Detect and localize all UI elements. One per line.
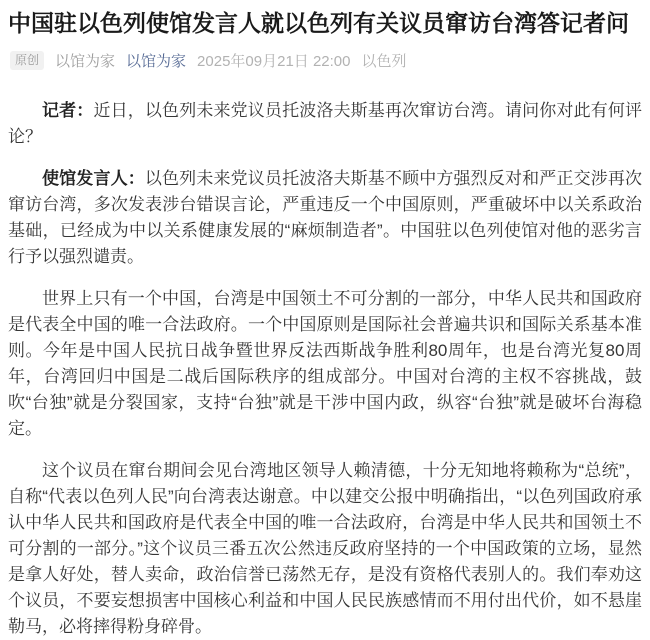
paragraph-text: 以色列未来党议员托波洛夫斯基不顾中方强烈反对和严正交涉再次窜访台湾，多次发表涉台错误言论，严重违反一个中国原则，严重破坏中以关系政治基础，已经成为中以关系健康发展的“麻烦制造者”。中国驻以色列使馆对他的恶劣言行予以强烈谴责。 bbox=[8, 169, 643, 266]
author-name: 以馆为家 bbox=[55, 53, 116, 70]
original-badge: 原创 bbox=[10, 51, 44, 70]
paragraph-condemnation bbox=[8, 458, 642, 640]
article-body bbox=[8, 98, 642, 640]
publish-datetime: 2025年09月21日 22:00 bbox=[197, 53, 351, 70]
paragraph-reporter-question bbox=[8, 98, 642, 150]
article-meta-bar bbox=[10, 50, 642, 71]
paragraph-text: 近日，以色列未来党议员托波洛夫斯基再次窜访台湾。请问你对此有何评论？ bbox=[8, 101, 643, 146]
publish-location: 以色列 bbox=[361, 53, 407, 70]
paragraph-one-china-principle bbox=[8, 286, 642, 442]
paragraph-text: 这个议员在窜台期间会见台湾地区领导人赖清德，十分无知地将赖称为“总统”，自称“代表以色列人民”向台湾表达谢意。中以建交公报中明确指出，“以色列国政府承认中华人民共和国政府是代表全中国的唯一合法政府，台湾是中华人民共和国领土不可分割的一部分。”这个议员三番五次公然违反政府坚持的一个中国政策的立场，显然是拿人好处，替人卖命，政治信誉已荡然无存，是没有资格代表别人的。我们奉劝这个议员，不要妄想损害中国核心利益和中国人民民族感情而不用付出代价，如不悬崖勒马，必将摔得粉身碎骨。 bbox=[8, 461, 642, 636]
speaker-label-spokesperson: 使馆发言人： bbox=[42, 169, 145, 188]
article-title: 中国驻以色列使馆发言人就以色列有关议员窜访台湾答记者问 bbox=[8, 10, 629, 36]
speaker-label-reporter: 记者： bbox=[42, 101, 94, 120]
account-link[interactable]: 以馆为家 bbox=[126, 53, 187, 70]
paragraph-spokesperson-answer bbox=[8, 166, 642, 270]
paragraph-text: 世界上只有一个中国，台湾是中国领土不可分割的一部分，中华人民共和国政府是代表全中国的唯一合法政府。一个中国原则是国际社会普遍共识和国际关系基本准则。今年是中国人民抗日战争暨世界反法西斯战争胜利80周年，也是台湾光复80周年，台湾回归中国是二战后国际秩序的组成部分。中国对台湾的主权不容挑战，鼓吹“台独”就是分裂国家，支持“台独”就是干涉中国内政，纵容“台独”就是破坏台海稳定。 bbox=[8, 289, 642, 438]
